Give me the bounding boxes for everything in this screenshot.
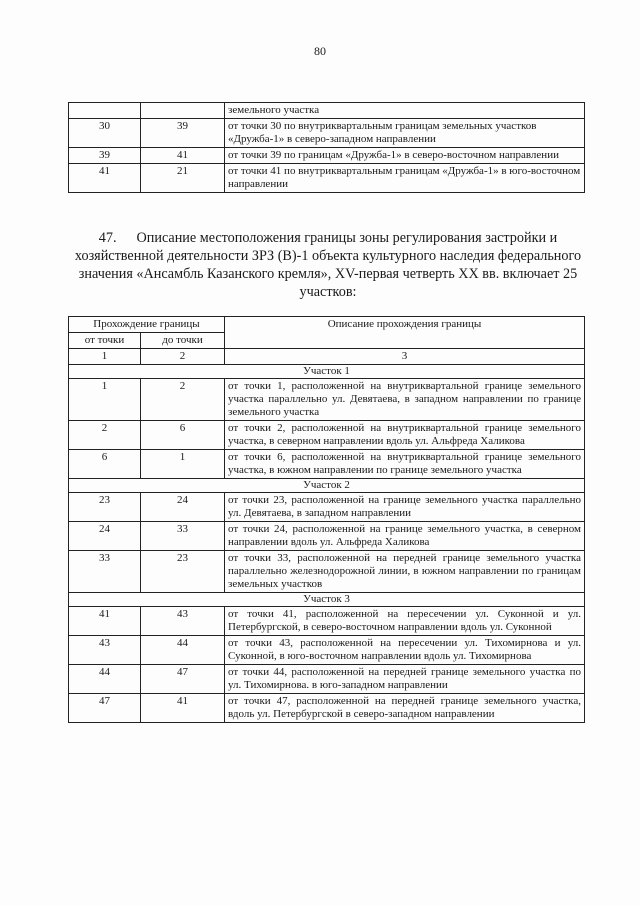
table-row [69, 164, 585, 193]
section-row [69, 593, 585, 607]
table-row [69, 551, 585, 593]
description-cell: от точки 39 по границам «Дружба-1» в северо-восточном направлении [225, 148, 585, 164]
table-row [69, 493, 585, 522]
description-cell: от точки 44, расположенной на передней границе земельного участка по ул. Тихомирнова. в юго-западном направлении [225, 665, 585, 694]
table-row [69, 694, 585, 723]
boundary-table [68, 316, 585, 723]
from-point-cell: 47 [69, 694, 141, 723]
description-cell: от точки 33, расположенной на передней границе земельного участка параллельно железнодорожной линии, в южном направлении по границам земельных участков [225, 551, 585, 593]
from-point-cell: 24 [69, 522, 141, 551]
description-header: Описание прохождения границы [225, 317, 585, 349]
section-heading [72, 229, 584, 301]
from-point-cell: 2 [69, 421, 141, 450]
description-cell: от точки 30 по внутриквартальным границам земельных участков «Дружба-1» в северо-западном направлении [225, 119, 585, 148]
to-point-cell: 41 [141, 694, 225, 723]
section-row [69, 479, 585, 493]
from-point-cell: 23 [69, 493, 141, 522]
to-point-cell: 39 [141, 119, 225, 148]
table-row [69, 522, 585, 551]
column-number: 3 [225, 349, 585, 365]
column-number: 2 [141, 349, 225, 365]
section-title: Участок 3 [69, 593, 585, 607]
description-cell: от точки 6, расположенной на внутриквартальной границе земельного участка, в южном направлении по границе земельного участка [225, 450, 585, 479]
table-row [69, 379, 585, 421]
section-row [69, 365, 585, 379]
description-cell: земельного участка [225, 103, 585, 119]
description-cell: от точки 24, расположенной на границе земельного участка, в северном направлении вдоль ул. Альфреда Халикова [225, 522, 585, 551]
header-row [69, 317, 585, 333]
from-point-cell: 43 [69, 636, 141, 665]
to-point-cell: 44 [141, 636, 225, 665]
from-point-cell: 30 [69, 119, 141, 148]
description-cell: от точки 41 по внутриквартальным границам «Дружба-1» в юго-восточном направлении [225, 164, 585, 193]
from-point-cell: 41 [69, 164, 141, 193]
to-point-header: до точки [141, 333, 225, 349]
to-point-cell: 24 [141, 493, 225, 522]
table-row [69, 607, 585, 636]
from-point-cell: 33 [69, 551, 141, 593]
description-cell: от точки 2, расположенной на внутриквартальной границе земельного участка, в северном направлении вдоль ул. Альфреда Халикова [225, 421, 585, 450]
from-point-cell: 1 [69, 379, 141, 421]
to-point-cell: 6 [141, 421, 225, 450]
from-point-cell: 44 [69, 665, 141, 694]
description-cell: от точки 1, расположенной на внутриквартальной границе земельного участка параллельно ул. Девятаева, в западном направлении по границе земельного участка [225, 379, 585, 421]
page-number: 80 [314, 44, 326, 58]
table-row [69, 119, 585, 148]
description-cell: от точки 43, расположенной на пересечении ул. Тихомирнова и ул. Суконной, в юго-восточном направлении вдоль ул. Тихомирнова [225, 636, 585, 665]
table-row [69, 636, 585, 665]
from-point-cell: 41 [69, 607, 141, 636]
to-point-cell: 41 [141, 148, 225, 164]
description-cell: от точки 41, расположенной на пересечении ул. Суконной и ул. Петербургской, в северо-восточном направлении вдоль ул. Суконной [225, 607, 585, 636]
table-row [69, 103, 585, 119]
to-point-cell: 21 [141, 164, 225, 193]
section-number: 47. [98, 230, 117, 246]
from-point-cell: 39 [69, 148, 141, 164]
column-number-row [69, 349, 585, 365]
from-point-header: от точки [69, 333, 141, 349]
to-point-cell: 33 [141, 522, 225, 551]
table-row [69, 665, 585, 694]
section-text: Описание местоположения границы зоны регулирования застройки и хозяйственной деятельности ЗРЗ (В)-1 объекта культурного наследия федерального значения «Ансамбль Казанского кремля», XV-первая четверть XX вв. включает 25 участков: [74, 230, 582, 300]
to-point-cell: 1 [141, 450, 225, 479]
passage-header: Прохождение границы [69, 317, 225, 333]
to-point-cell: 23 [141, 551, 225, 593]
to-point-cell [141, 103, 225, 119]
from-point-cell [69, 103, 141, 119]
description-cell: от точки 47, расположенной на передней границе земельного участка, вдоль ул. Петербургской в северо-западном направлении [225, 694, 585, 723]
from-point-cell: 6 [69, 450, 141, 479]
table-row [69, 450, 585, 479]
table-row [69, 421, 585, 450]
description-cell: от точки 23, расположенной на границе земельного участка параллельно ул. Девятаева, в западном направлении [225, 493, 585, 522]
section-title: Участок 2 [69, 479, 585, 493]
column-number: 1 [69, 349, 141, 365]
to-point-cell: 47 [141, 665, 225, 694]
to-point-cell: 43 [141, 607, 225, 636]
to-point-cell: 2 [141, 379, 225, 421]
table-row [69, 148, 585, 164]
section-title: Участок 1 [69, 365, 585, 379]
continuation-table [68, 102, 585, 193]
